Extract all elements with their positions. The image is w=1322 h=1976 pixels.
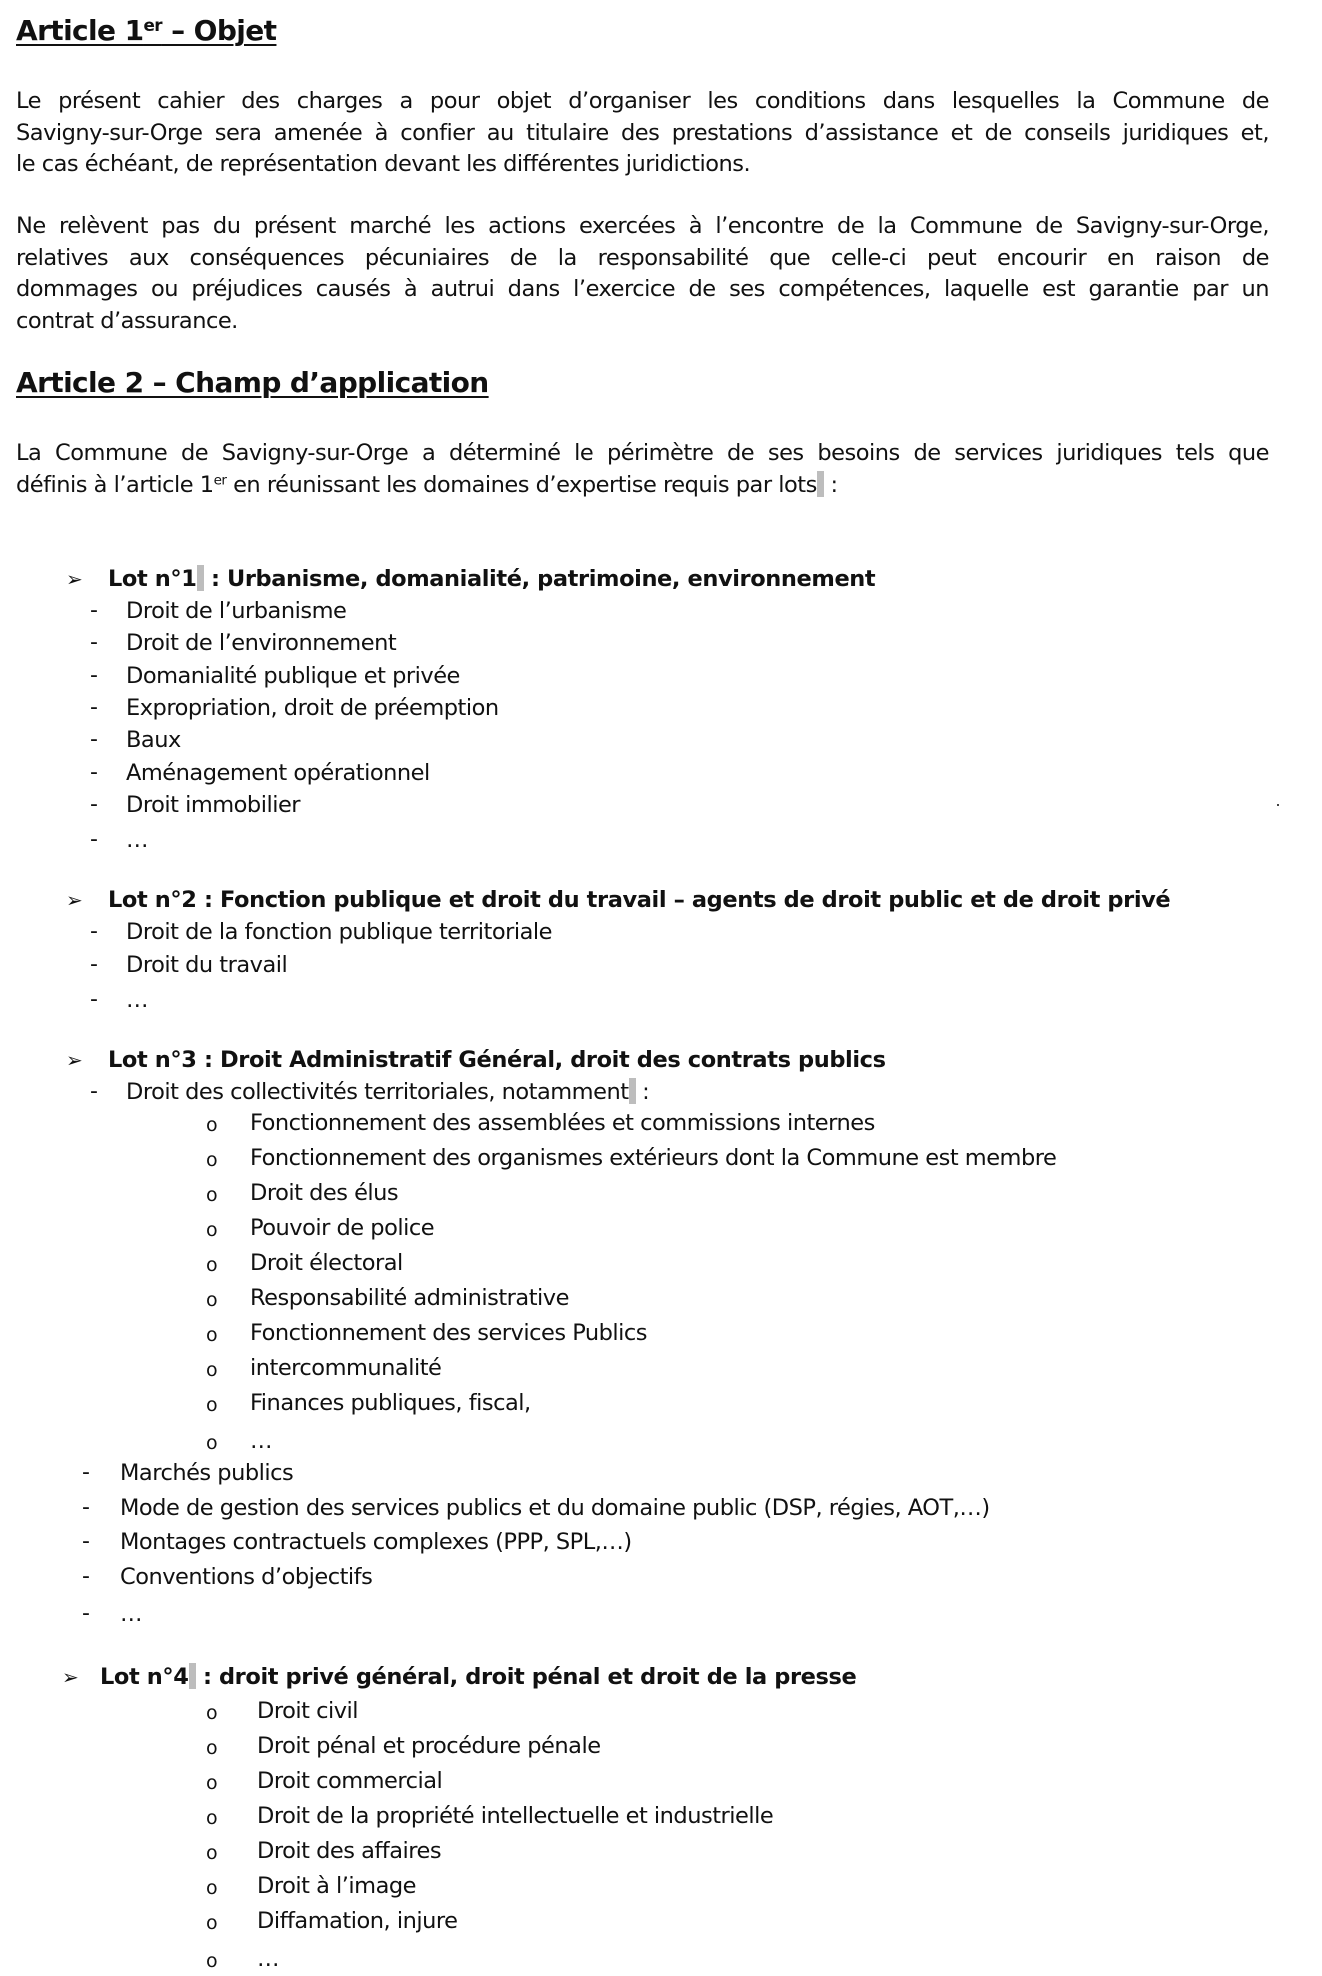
lot-4-title: Lot n°4 : droit privé général, droit pénal et droit de la presse — [100, 1664, 857, 1690]
circle-bullet: o — [206, 1254, 218, 1276]
circle-bullet: o — [206, 1702, 218, 1724]
dash-bullet: - — [90, 1079, 98, 1104]
sub-list-item: Droit civil — [257, 1698, 359, 1724]
sub-list-item: Droit de la propriété intellectuelle et industrielle — [257, 1803, 774, 1829]
dash-bullet: - — [82, 1529, 90, 1554]
list-item: Expropriation, droit de préemption — [126, 694, 499, 721]
sub-list-item: … — [257, 1946, 279, 1972]
list-item: Montages contractuels complexes (PPP, SPL,…) — [120, 1529, 632, 1555]
text-cursor-mark — [189, 1663, 196, 1689]
sub-list-item: Finances publiques, fiscal, — [250, 1390, 531, 1416]
dash-bullet: - — [82, 1494, 90, 1520]
circle-bullet: o — [206, 1842, 218, 1864]
list-item: Mode de gestion des services publics et du domaine public (DSP, régies, AOT,…) — [120, 1494, 990, 1521]
article-1-paragraph-2: Ne relèvent pas du présent marché les actions exercées à l’encontre de la Commune de Savigny-sur-Orge, relatives aux conséquences pécuniaires de la responsabilité que celle-ci peut encourir en raison de dommages ou préjudices causés à autrui dans l’exercice de ses compétences, laquelle est garantie par un contrat d’assurance. — [16, 213, 1269, 334]
text-cursor-mark — [817, 471, 824, 497]
list-item: … — [120, 1601, 142, 1627]
circle-bullet: o — [206, 1772, 218, 1794]
circle-bullet: o — [206, 1950, 218, 1972]
list-item: Droit du travail — [126, 951, 288, 978]
dash-bullet: - — [90, 694, 98, 720]
list-item: Droit de la fonction publique territoriale — [126, 919, 552, 945]
list-item: … — [126, 827, 148, 854]
list-item: … — [126, 987, 148, 1013]
sub-list-item: Diffamation, injure — [257, 1908, 458, 1934]
sub-list-item: … — [250, 1428, 272, 1454]
article-2-heading: Article 2 – Champ d’application — [16, 366, 489, 399]
dash-bullet: - — [82, 1601, 90, 1626]
list-item: Marchés publics — [120, 1460, 294, 1486]
dash-bullet: - — [90, 662, 98, 688]
circle-bullet: o — [206, 1219, 218, 1241]
dash-bullet: - — [90, 630, 98, 656]
dash-bullet: - — [90, 919, 98, 944]
article-1-heading: Article 1er – Objet — [16, 14, 277, 47]
lot-3-title: Lot n°3 : Droit Administratif Général, droit des contrats publics — [108, 1047, 886, 1073]
sub-list-item: intercommunalité — [250, 1355, 442, 1381]
circle-bullet: o — [206, 1394, 218, 1416]
list-item: Baux — [126, 727, 181, 754]
sub-list-item: Fonctionnement des services Publics — [250, 1320, 648, 1346]
sub-list-item: Responsabilité administrative — [250, 1285, 569, 1311]
sub-list-item: Pouvoir de police — [250, 1215, 435, 1241]
circle-bullet: o — [206, 1324, 218, 1346]
text-cursor-mark — [197, 565, 204, 591]
dash-bullet: - — [90, 727, 98, 753]
dash-bullet: - — [90, 951, 98, 977]
list-item: Droit de l’urbanisme — [126, 598, 347, 624]
sub-list-item: Droit électoral — [250, 1250, 403, 1276]
sub-list-item: Droit à l’image — [257, 1873, 416, 1899]
list-item: Droit de l’environnement — [126, 630, 397, 657]
arrow-bullet-icon: ➢ — [66, 888, 83, 912]
sub-list-item: Droit des affaires — [257, 1838, 442, 1864]
sub-list-item: Droit commercial — [257, 1768, 443, 1794]
lot-3-intro: Droit des collectivités territoriales, notamment : — [126, 1079, 650, 1105]
circle-bullet: o — [206, 1114, 218, 1136]
arrow-bullet-icon: ➢ — [66, 567, 83, 591]
dash-bullet: - — [82, 1563, 90, 1589]
sub-list-item: Fonctionnement des organismes extérieurs dont la Commune est membre — [250, 1145, 1057, 1171]
dash-bullet: - — [90, 759, 98, 785]
circle-bullet: o — [206, 1912, 218, 1934]
arrow-bullet-icon: ➢ — [66, 1048, 83, 1072]
dash-bullet: - — [90, 827, 98, 853]
dash-bullet: - — [82, 1460, 90, 1485]
circle-bullet: o — [206, 1149, 218, 1171]
dash-bullet: - — [90, 791, 98, 817]
list-item: Droit immobilier — [126, 791, 301, 818]
circle-bullet: o — [206, 1807, 218, 1829]
lot-1-title: Lot n°1 : Urbanisme, domanialité, patrimoine, environnement — [108, 566, 876, 592]
arrow-bullet-icon: ➢ — [62, 1665, 79, 1689]
sub-list-item: Droit pénal et procédure pénale — [257, 1733, 601, 1759]
list-item: Aménagement opérationnel — [126, 759, 430, 786]
lot-2-title: Lot n°2 : Fonction publique et droit du travail – agents de droit public et de droit privé — [108, 887, 1171, 913]
article-1-paragraph-1: Le présent cahier des charges a pour objet d’organiser les conditions dans lesquelles la Commune de Savigny-sur-Orge sera amenée à confier au titulaire des prestations d’assistance et de conseils juridiques et, le cas échéant, de représentation devant les différentes juridictions. — [16, 88, 1269, 177]
text-cursor-mark — [629, 1078, 636, 1104]
stray-dot — [1277, 804, 1279, 806]
sub-list-item: Fonctionnement des assemblées et commissions internes — [250, 1110, 875, 1136]
list-item: Domanialité publique et privée — [126, 662, 460, 689]
sub-list-item: Droit des élus — [250, 1180, 399, 1206]
circle-bullet: o — [206, 1184, 218, 1206]
circle-bullet: o — [206, 1289, 218, 1311]
article-2-paragraph: La Commune de Savigny-sur-Orge a déterminé le périmètre de ses besoins de services juridiques tels que définis à l’article 1er en réunissant les domaines d’expertise requis par lots : — [16, 440, 1269, 498]
circle-bullet: o — [206, 1737, 218, 1759]
circle-bullet: o — [206, 1432, 218, 1454]
dash-bullet: - — [90, 598, 98, 623]
dash-bullet: - — [90, 987, 98, 1012]
circle-bullet: o — [206, 1359, 218, 1381]
list-item: Conventions d’objectifs — [120, 1563, 373, 1590]
circle-bullet: o — [206, 1877, 218, 1899]
